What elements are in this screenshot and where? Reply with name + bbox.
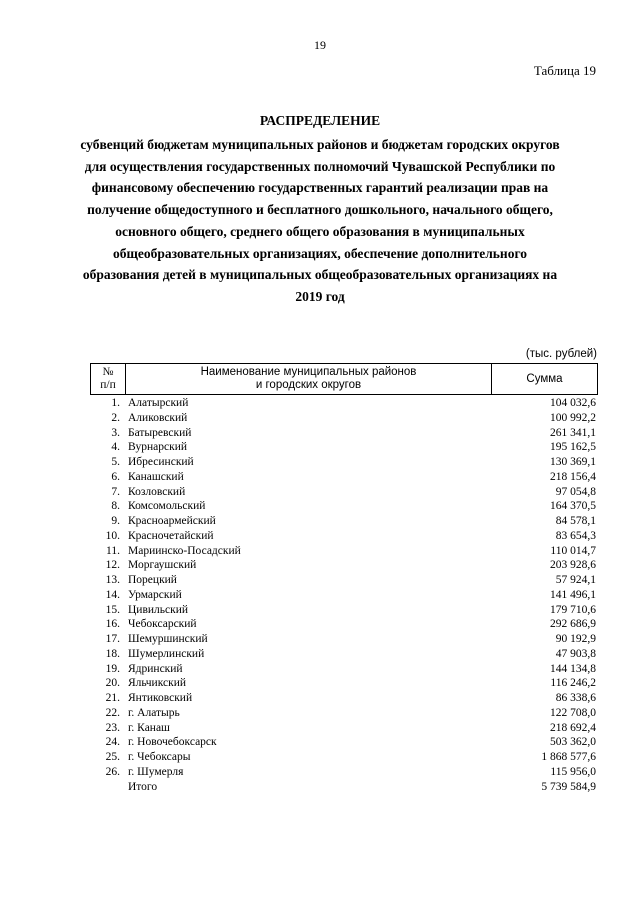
row-sum: 100 992,2	[550, 411, 596, 424]
table-reference: Таблица 19	[533, 63, 596, 78]
row-sum: 218 156,4	[550, 470, 596, 483]
row-name: г. Чебоксары	[128, 751, 191, 763]
row-sum: 130 369,1	[550, 456, 596, 468]
table-row	[90, 676, 598, 691]
table-row	[90, 499, 598, 514]
page-number: 19	[314, 38, 326, 52]
row-name: г. Алатырь	[128, 706, 180, 719]
table-row	[90, 617, 598, 632]
table-row	[90, 470, 598, 485]
row-sum: 86 338,6	[555, 692, 596, 704]
table-row	[90, 632, 598, 647]
row-sum: 144 134,8	[550, 662, 596, 675]
row-number: 23.	[105, 721, 120, 734]
row-number: 14.	[105, 588, 120, 601]
header-name-line1: Наименование муниципальных районов	[200, 366, 417, 378]
table-row	[90, 529, 598, 544]
table-header	[90, 363, 598, 395]
row-sum: 195 162,5	[550, 441, 596, 454]
row-number: 24.	[105, 736, 120, 749]
row-sum: 122 708,0	[550, 706, 596, 719]
row-name: Шемуршинский	[128, 633, 208, 645]
row-number: 13.	[105, 574, 120, 586]
row-sum: 57 924,1	[555, 574, 596, 586]
row-sum: 110 014,7	[550, 544, 596, 557]
header-name-line2: и городских округов	[255, 379, 362, 391]
table-row	[90, 396, 598, 411]
header-number-line1: №	[102, 366, 114, 378]
row-name: г. Новочебоксарск	[128, 736, 217, 749]
row-number: 15.	[105, 603, 120, 616]
row-number: 9.	[111, 515, 120, 527]
row-number: 5.	[111, 456, 120, 468]
row-number: 6.	[111, 470, 120, 483]
header-number-line2: п/п	[100, 379, 116, 391]
row-number: 25.	[105, 751, 120, 763]
row-name: Урмарский	[128, 588, 182, 601]
row-name: Козловский	[128, 485, 186, 498]
table-row	[90, 411, 598, 426]
table-row	[90, 558, 598, 573]
table-row	[90, 691, 598, 706]
row-name: Канашский	[128, 470, 184, 483]
row-sum: 47 903,8	[555, 647, 596, 660]
row-name: Чебоксарский	[128, 618, 197, 631]
row-name: Ядринский	[128, 662, 183, 675]
row-name: Моргаушский	[128, 559, 197, 572]
row-number: 10.	[105, 529, 120, 542]
total-row	[90, 780, 598, 795]
row-number: 1.	[111, 397, 120, 409]
table-row	[90, 750, 598, 765]
row-name: Ибресинский	[128, 456, 194, 468]
row-name: г. Шумерля	[128, 765, 184, 778]
table-row	[90, 485, 598, 500]
document-subtitle: субвенций бюджетам муниципальных районов и бюджетам городских округов для осуществления государственных полномочий Чувашской Республики по финансовому обеспечению государственных гарантий реализации прав на получение общедоступного и бесплатного дошкольного, начального общего, основного общего, среднего общего образования в муниципальных общеобразовательных организациях, обеспечение дополнительного образования детей в муниципальных общеобразовательных организациях на 2019 год	[80, 137, 560, 304]
table-row	[90, 735, 598, 750]
header-number-cell	[91, 364, 126, 395]
row-name: Цивильский	[128, 603, 189, 616]
row-sum: 292 686,9	[550, 618, 596, 631]
total-label: Итого	[128, 780, 158, 793]
row-name: Красноармейский	[128, 515, 216, 527]
row-number: 3.	[111, 426, 120, 439]
table-row	[90, 765, 598, 780]
row-number: 8.	[111, 500, 120, 513]
row-number: 12.	[105, 559, 120, 572]
row-sum: 164 370,5	[550, 500, 596, 513]
row-sum: 218 692,4	[550, 721, 596, 734]
unit-label: (тыс. рублей)	[525, 348, 597, 360]
table-body	[90, 396, 598, 794]
row-name: Мариинско-Посадский	[128, 544, 241, 557]
row-sum: 141 496,1	[550, 588, 596, 601]
table-row	[90, 573, 598, 588]
row-number: 19.	[105, 662, 120, 675]
row-number: 22.	[105, 706, 120, 719]
row-name: Красночетайский	[128, 529, 214, 542]
row-sum: 115 956,0	[550, 765, 596, 778]
row-name: Аликовский	[128, 411, 188, 424]
row-sum: 503 362,0	[550, 736, 596, 749]
row-name: Яльчикский	[128, 677, 187, 690]
table-row	[90, 514, 598, 529]
row-sum: 116 246,2	[550, 677, 596, 690]
row-number: 17.	[105, 633, 120, 645]
row-number: 2.	[111, 411, 120, 424]
header-sum-cell: Сумма	[492, 364, 598, 395]
row-sum: 83 654,3	[555, 529, 596, 542]
row-number: 21.	[105, 692, 120, 704]
row-number: 4.	[111, 441, 120, 454]
row-sum: 90 192,9	[555, 633, 596, 645]
row-number: 26.	[105, 765, 120, 778]
table-row	[90, 588, 598, 603]
row-number: 18.	[105, 647, 120, 660]
row-name: Батыревский	[128, 426, 192, 439]
row-name: Шумерлинский	[128, 647, 205, 660]
header-name-cell	[126, 364, 492, 395]
row-sum: 97 054,8	[555, 485, 596, 498]
row-name: Вурнарский	[128, 441, 188, 454]
table-row	[90, 426, 598, 441]
row-sum: 84 578,1	[555, 515, 596, 527]
row-name: Комсомольский	[128, 500, 206, 513]
table-row	[90, 544, 598, 559]
table-row	[90, 662, 598, 677]
table-row	[90, 603, 598, 618]
row-number: 20.	[105, 677, 120, 690]
row-sum: 203 928,6	[550, 559, 596, 572]
row-name: г. Канаш	[128, 721, 170, 734]
table-row	[90, 647, 598, 662]
table-row	[90, 455, 598, 470]
row-number: 16.	[105, 618, 120, 631]
row-name: Алатырский	[128, 397, 189, 409]
row-sum: 261 341,1	[550, 426, 596, 439]
row-number: 7.	[111, 485, 120, 498]
row-name: Янтиковский	[128, 692, 193, 704]
document-title: РАСПРЕДЕЛЕНИЕ	[259, 113, 381, 128]
row-sum: 104 032,6	[550, 397, 596, 409]
table-row	[90, 706, 598, 721]
row-name: Порецкий	[128, 574, 177, 586]
row-sum: 179 710,6	[550, 603, 596, 616]
total-sum: 5 739 584,9	[541, 780, 596, 793]
row-number: 11.	[106, 544, 120, 557]
table-row	[90, 440, 598, 455]
table-row	[90, 721, 598, 736]
row-sum: 1 868 577,6	[541, 751, 596, 763]
